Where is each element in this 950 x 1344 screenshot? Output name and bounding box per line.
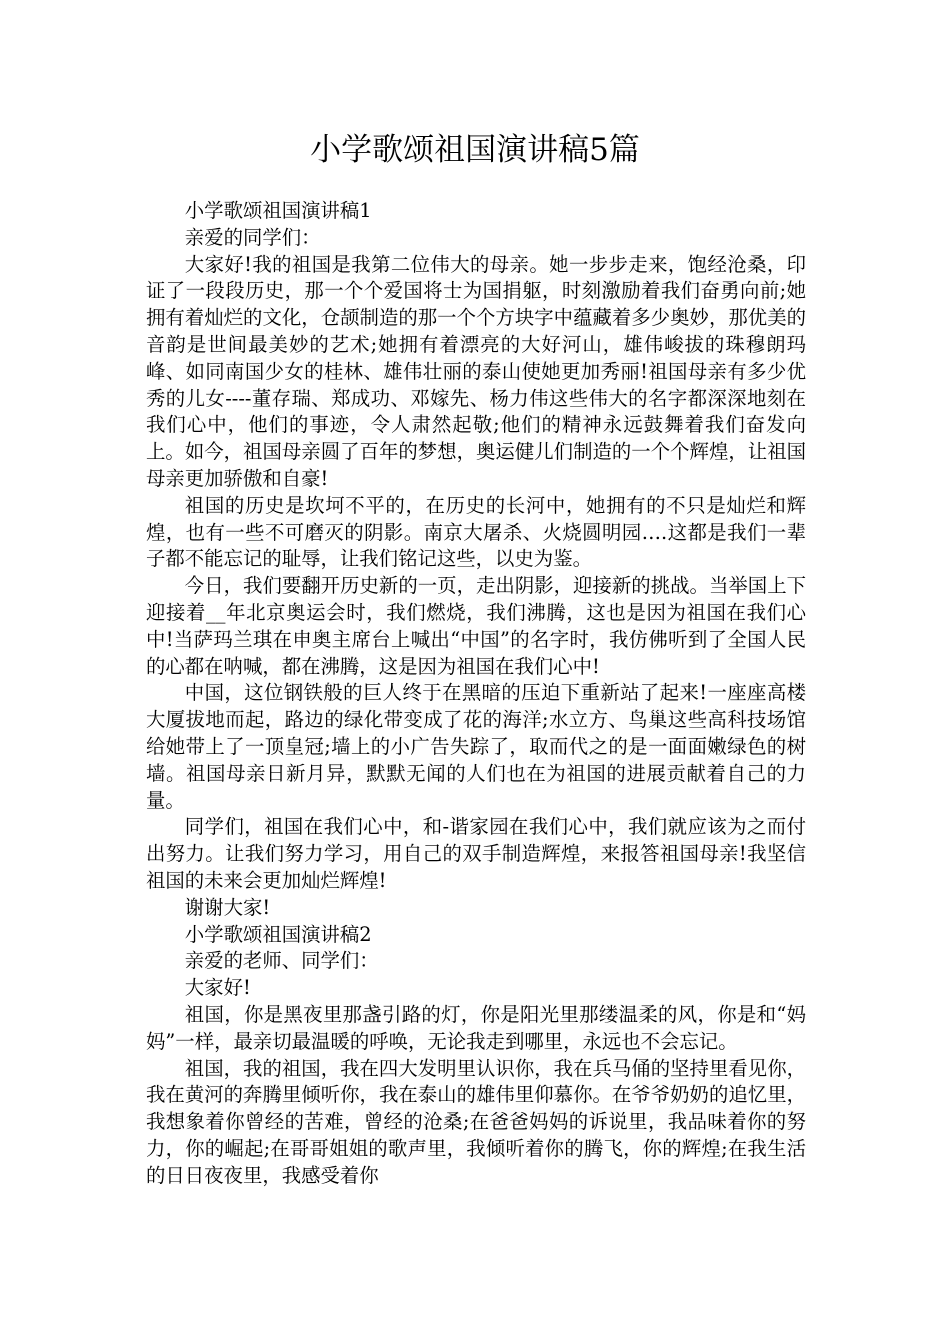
paragraph: 祖国的历史是坎坷不平的，在历史的长河中，她拥有的不只是灿烂和辉煌，也有一些不可磨灭的阴影。南京大屠杀、火烧圆明园….这都是我们一辈子都不能忘记的耻辱，让我们铭记这些，以史为鉴。 xyxy=(146,493,806,571)
section-heading: 小学歌颂祖国演讲稿1 xyxy=(184,199,372,222)
section-heading: 小学歌颂祖国演讲稿2 xyxy=(184,922,372,946)
paragraph: 祖国，你是黑夜里那盏引路的灯，你是阳光里那缕温柔的风，你是和“妈妈”一样，最亲切最温暖的呼唤，无论我走到哪里，永远也不会忘记。 xyxy=(146,1002,806,1053)
document-body xyxy=(146,198,806,1189)
salutation: 亲爱的同学们： xyxy=(184,225,321,249)
closing: 谢谢大家! xyxy=(184,895,271,919)
paragraph: 中国，这位钢铁般的巨人终于在黑暗的压迫下重新站了起来!一座座高楼大厦拔地而起，路边的绿化带变成了花的海洋;水立方、鸟巢这些高科技场馆给她带上了一顶皇冠;墙上的小广告失踪了，取而代之的是一面面嫩绿色的树墙。祖国母亲日新月异，默默无闻的人们也在为祖国的进展贡献着自己的力量。 xyxy=(146,681,806,812)
paragraph: 大家好!我的祖国是我第二位伟大的母亲。她一步步走来，饱经沧桑，印证了一段段历史，那一个个爱国将士为国捐躯，时刻激励着我们奋勇向前;她拥有着灿烂的文化，仓颉制造的那一个个方块字中蕴藏着多少奥妙，那优美的音韵是世间最美妙的艺术;她拥有着漂亮的大好河山，雄伟峻拔的珠穆朗玛峰、如同南国少女的桂林、雄伟壮丽的泰山使她更加秀丽!祖国母亲有多少优秀的儿女----董存瑞、郑成功、邓嫁先、杨力伟这些伟大的名字都深深地刻在我们心中，他们的事迹，令人肃然起敬;他们的精神永远鼓舞着我们奋发向上。如今，祖国母亲圆了百年的梦想，奥运健儿们制造的一个个辉煌，让祖国母亲更加骄傲和自豪! xyxy=(146,252,806,490)
paragraph: 同学们，祖国在我们心中，和-谐家园在我们心中，我们就应该为之而付出努力。让我们努力学习，用自己的双手制造辉煌，来报答祖国母亲!我坚信祖国的未来会更加灿烂辉煌! xyxy=(146,815,806,892)
paragraph: 祖国，我的祖国，我在四大发明里认识你，我在兵马俑的坚持里看见你，我在黄河的奔腾里倾听你，我在泰山的雄伟里仰慕你。在爷爷奶奶的追忆里，我想象着你曾经的苦难，曾经的沧桑;在爸爸妈妈的诉说里，我品味着你的努力，你的崛起;在哥哥姐姐的歌声里，我倾听着你的腾飞，你的辉煌;在我生活的日日夜夜里，我感受着你 xyxy=(146,1056,806,1187)
greeting: 大家好! xyxy=(184,976,251,1000)
paragraph: 今日，我们要翻开历史新的一页，走出阴影，迎接新的挑战。当举国上下迎接着__年北京奥运会时，我们燃烧，我们沸腾，这也是因为祖国在我们心中!当萨玛兰琪在申奥主席台上喊出“中国”的名字时，我仿佛听到了全国人民的心都在呐喊，都在沸腾，这是因为祖国在我们心中! xyxy=(146,574,806,678)
salutation: 亲爱的老师、同学们： xyxy=(184,949,379,973)
document-title: 小学歌颂祖国演讲稿5篇 xyxy=(310,132,640,168)
